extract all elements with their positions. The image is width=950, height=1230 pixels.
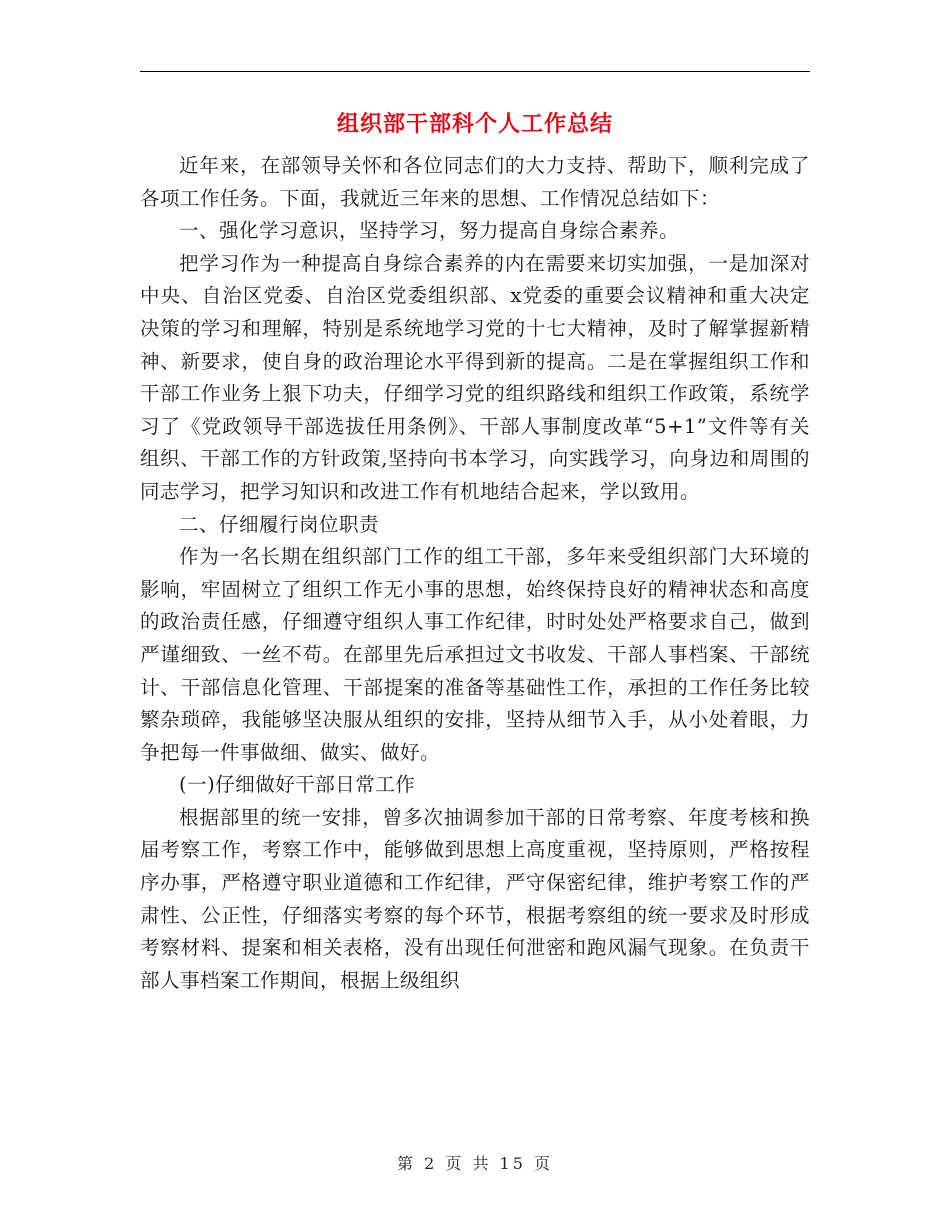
page-number: 第 2 页 共 15 页: [397, 1154, 553, 1173]
body-paragraph: 把学习作为一种提高自身综合素养的内在需要来切实加强，一是加深对中央、自治区党委、自治区党委组织部、x党委的重要会议精神和重大决定决策的学习和理解，特别是系统地学习党的十七大精神，及时了解掌握新精神、新要求，使自身的政治理论水平得到新的提高。二是在掌握组织工作和干部工作业务上狠下功夫，仔细学习党的组织路线和组织工作政策，系统学习了《党政领导干部选拔任用条例》、干部人事制度改革“5+1”文件等有关组织、干部工作的方针政策,坚持向书本学习，向实践学习，向身边和周围的同志学习，把学习知识和改进工作有机地结合起来，学以致用。: [140, 251, 810, 503]
section-heading: 一、强化学习意识，坚持学习，努力提高自身综合素养。: [179, 219, 680, 243]
body-paragraph: 作为一名长期在组织部门工作的组工干部，多年来受组织部门大环境的影响，牢固树立了组织工作无小事的思想，始终保持良好的精神状态和高度的政治责任感，仔细遵守组织人事工作纪律，时时处处严格要求自己，做到严谨细致、一丝不苟。在部里先后承担过文书收发、干部人事档案、干部统计、干部信息化管理、干部提案的准备等基础性工作，承担的工作任务比较繁杂琐碎，我能够坚决服从组织的安排，坚持从细节入手，从小处着眼，力争把每一件事做细、做实、做好。: [140, 545, 810, 764]
document-title: 组织部干部科个人工作总结: [336, 111, 613, 137]
body-paragraph: 近年来，在部领导关怀和各位同志们的大力支持、帮助下，顺利完成了各项工作任务。下面，我就近三年来的思想、工作情况总结如下：: [140, 154, 810, 210]
section-heading: 二、仔细履行岗位职责: [179, 512, 380, 536]
body-paragraph: 根据部里的统一安排，曾多次抽调参加干部的日常考察、年度考核和换届考察工作，考察工作中，能够做到思想上高度重视，坚持原则，严格按程序办事，严格遵守职业道德和工作纪律，严守保密纪律，维护考察工作的严肃性、公正性，仔细落实考察的每个环节，根据考察组的统一要求及时形成考察材料、提案和相关表格，没有出现任何泄密和跑风漏气现象。在负责干部人事档案工作期间，根据上级组织: [140, 805, 810, 992]
header-rule: [140, 71, 810, 72]
document-body: [140, 150, 810, 997]
subsection-heading: (一)仔细做好干部日常工作: [179, 773, 416, 797]
